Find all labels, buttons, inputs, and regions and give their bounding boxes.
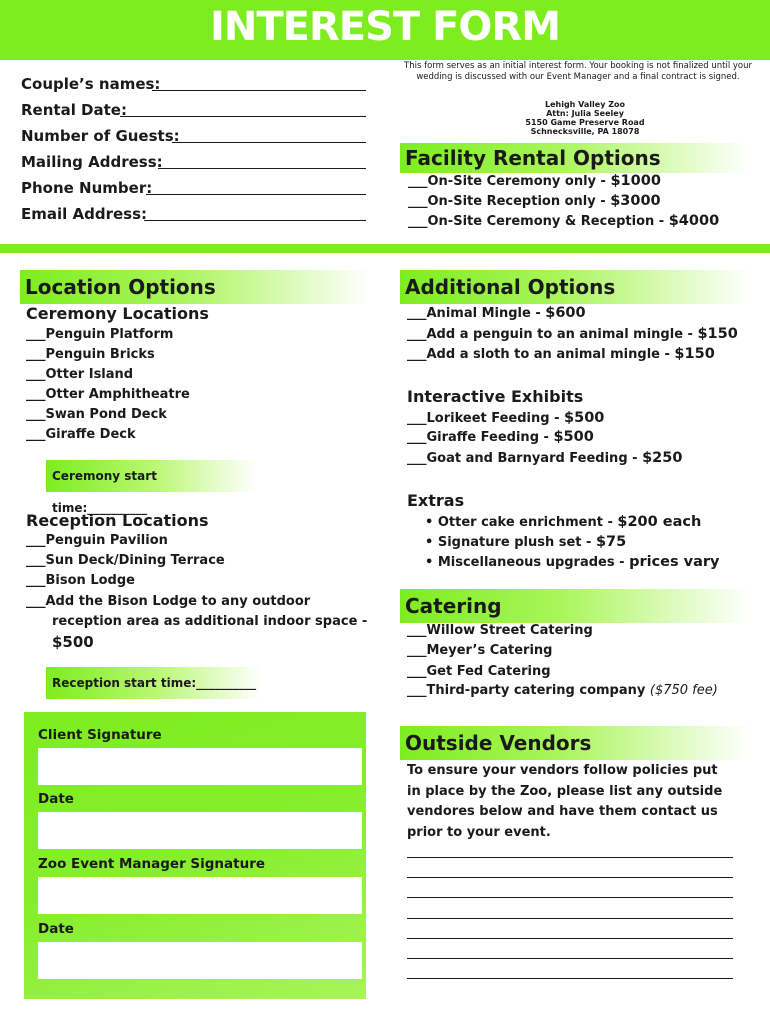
- option-price: $500: [564, 410, 605, 426]
- couples-names-field[interactable]: [152, 89, 366, 91]
- client-date-field[interactable]: [38, 812, 362, 849]
- reception-location-option[interactable]: ___Sun Deck/Dining Terrace: [26, 553, 225, 568]
- option-price: $75: [595, 534, 627, 550]
- manager-signature-label: Zoo Event Manager Signature: [38, 856, 266, 872]
- location-options-heading: Location Options: [20, 270, 371, 304]
- option-price: $4000: [668, 213, 720, 229]
- reception-location-continuation: reception area as additional indoor space -: [52, 614, 368, 629]
- catering-fee: ($750 fee): [649, 683, 718, 698]
- ceremony-location-option[interactable]: ___Giraffe Deck: [26, 427, 136, 442]
- extras-item: [425, 534, 626, 550]
- interactive-option[interactable]: [407, 410, 604, 426]
- option-label: • Otter cake enrichment -: [425, 515, 618, 530]
- mailing-address-field[interactable]: [158, 167, 366, 169]
- option-label: ___On-Site Ceremony only -: [408, 174, 611, 189]
- vendor-line[interactable]: [407, 896, 733, 898]
- additional-option[interactable]: [407, 305, 586, 321]
- additional-options-heading: Additional Options: [400, 270, 751, 304]
- client-signature-field[interactable]: [38, 748, 362, 785]
- option-label: ___On-Site Ceremony & Reception -: [408, 214, 669, 229]
- outside-vendors-heading: Outside Vendors: [400, 726, 751, 760]
- address-line: Lehigh Valley Zoo: [544, 100, 626, 109]
- vendor-line[interactable]: [407, 917, 733, 919]
- option-price: $150: [674, 346, 715, 362]
- number-of-guests-label: Number of Guests:: [21, 127, 180, 145]
- option-price: $3000: [610, 193, 661, 209]
- reception-location-option[interactable]: ___Penguin Pavilion: [26, 533, 168, 548]
- additional-option[interactable]: [407, 326, 738, 342]
- vendor-line[interactable]: [407, 937, 733, 939]
- facility-option[interactable]: [408, 173, 661, 189]
- catering-option[interactable]: ___Meyer’s Catering: [407, 643, 553, 658]
- additional-option[interactable]: [407, 346, 715, 362]
- client-signature-label: Client Signature: [38, 727, 162, 743]
- rental-date-field[interactable]: [120, 115, 366, 117]
- option-label: • Signature plush set -: [425, 535, 596, 550]
- address-line: Schnecksville, PA 18078: [530, 127, 640, 136]
- section-divider: [0, 244, 770, 253]
- zoo-address: [470, 100, 700, 136]
- date-label: Date: [38, 791, 74, 807]
- catering-option[interactable]: ___Willow Street Catering: [407, 623, 593, 638]
- option-label: ___Add a penguin to an animal mingle -: [407, 327, 698, 342]
- reception-start-time-field[interactable]: Reception start time:__________: [46, 667, 262, 699]
- option-price: $600: [545, 305, 586, 321]
- option-label: ___Giraffe Feeding -: [407, 430, 554, 445]
- ceremony-location-option[interactable]: ___Otter Amphitheatre: [26, 387, 190, 402]
- vendors-instructions: To ensure your vendors follow policies put in place by the Zoo, please list any outside vendores below and have them contact us prior to your event.: [407, 763, 723, 840]
- ceremony-start-time-field[interactable]: Ceremony start time:__________: [46, 460, 256, 492]
- catering-heading: Catering: [400, 589, 751, 623]
- option-label: ___Lorikeet Feeding -: [407, 411, 565, 426]
- vendor-line[interactable]: [407, 957, 733, 959]
- interactive-exhibits-heading: Interactive Exhibits: [407, 387, 584, 406]
- option-label: • Miscellaneous upgrades -: [425, 555, 630, 570]
- catering-option[interactable]: ___Get Fed Catering: [407, 664, 551, 679]
- address-line: Attn: Julia Seeley: [546, 109, 624, 118]
- number-of-guests-field[interactable]: [172, 141, 366, 143]
- vendor-line[interactable]: [407, 856, 733, 858]
- manager-date-field[interactable]: [38, 942, 362, 979]
- option-label: ___Animal Mingle -: [407, 306, 546, 321]
- option-price: prices vary: [629, 554, 720, 570]
- email-address-label: Email Address:: [21, 205, 148, 223]
- phone-number-label: Phone Number:: [21, 179, 153, 197]
- facility-rental-heading: Facility Rental Options: [400, 143, 751, 173]
- extras-item: [425, 514, 701, 530]
- facility-option[interactable]: [408, 213, 719, 229]
- ceremony-location-option[interactable]: ___Swan Pond Deck: [26, 407, 167, 422]
- page-title: INTEREST FORM: [209, 4, 561, 50]
- ceremony-location-option[interactable]: ___Penguin Platform: [26, 327, 174, 342]
- reception-location-price: $500: [52, 633, 94, 651]
- option-price: $1000: [610, 173, 661, 189]
- vendor-line[interactable]: [407, 977, 733, 979]
- extras-heading: Extras: [407, 491, 465, 510]
- reception-locations-heading: Reception Locations: [26, 511, 209, 530]
- reception-location-option[interactable]: ___Add the Bison Lodge to any outdoor: [26, 594, 311, 609]
- facility-option[interactable]: [408, 193, 661, 209]
- interactive-option[interactable]: [407, 450, 682, 466]
- extras-item: [425, 554, 720, 570]
- couples-names-label: Couple’s names:: [21, 75, 161, 93]
- manager-signature-field[interactable]: [38, 877, 362, 914]
- rental-date-label: Rental Date:: [21, 101, 127, 119]
- date-label: Date: [38, 921, 74, 937]
- option-label: ___Goat and Barnyard Feeding -: [407, 451, 643, 466]
- phone-number-field[interactable]: [146, 193, 366, 195]
- option-label: ___Add a sloth to an animal mingle -: [407, 347, 675, 362]
- option-price: $150: [697, 326, 738, 342]
- ceremony-location-option[interactable]: ___Penguin Bricks: [26, 347, 155, 362]
- interactive-option[interactable]: [407, 429, 594, 445]
- ceremony-location-option[interactable]: ___Otter Island: [26, 367, 134, 382]
- catering-option[interactable]: [407, 683, 718, 698]
- option-label: ___On-Site Reception only -: [408, 194, 611, 209]
- option-price: $500: [553, 429, 594, 445]
- mailing-address-label: Mailing Address:: [21, 153, 163, 171]
- address-line: 5150 Game Preserve Road: [525, 118, 645, 127]
- intro-text: This form serves as an initial interest form. Your booking is not finalized until your wedding is discussed with our Event Manager and a final contract is signed.: [404, 61, 753, 82]
- vendor-line[interactable]: [407, 876, 733, 878]
- option-price: $250: [642, 450, 683, 466]
- reception-location-option[interactable]: ___Bison Lodge: [26, 573, 135, 588]
- email-address-field[interactable]: [144, 219, 366, 221]
- option-label: ___Third-party catering company: [407, 683, 646, 698]
- ceremony-locations-heading: Ceremony Locations: [26, 304, 209, 323]
- option-price: $200 each: [617, 514, 702, 530]
